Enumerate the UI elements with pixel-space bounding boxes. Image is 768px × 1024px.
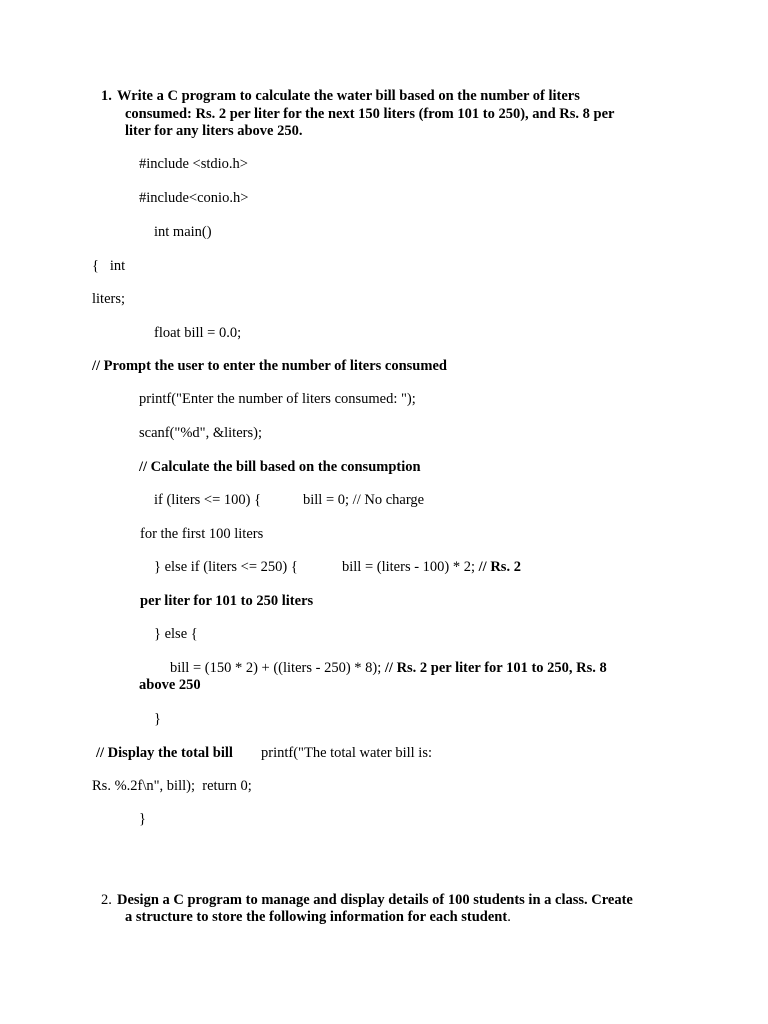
code-include-stdio: #include <stdio.h> <box>139 156 248 172</box>
code-if-condition: if (liters <= 100) { <box>154 492 262 508</box>
code-float-bill: float bill = 0.0; <box>154 325 242 341</box>
code-first-100: for the first 100 liters <box>140 526 264 542</box>
code-brace-int: { int <box>92 258 126 274</box>
question-1-text-line-1: Write a C program to calculate the water bill based on the number of liters <box>117 88 580 104</box>
question-2-period: . <box>507 909 511 925</box>
code-per-liter-101: per liter for 101 to 250 liters <box>140 593 314 609</box>
question-1-text-line-2: consumed: Rs. 2 per liter for the next 150 liters (from 101 to 250), and Rs. 8 per <box>125 106 615 122</box>
code-else-open: } else { <box>154 626 198 642</box>
code-rs-line: Rs. %.2f\n", bill); return 0; <box>92 778 252 794</box>
code-elseif-comment: // Rs. 2 <box>478 559 521 575</box>
code-comment-calc: // Calculate the bill based on the consumption <box>139 459 421 475</box>
question-2-text-line-1: Design a C program to manage and display details of 100 students in a class. Create <box>117 892 633 908</box>
code-close-brace: } <box>154 711 161 727</box>
question-1-number: 1. <box>101 88 112 104</box>
code-comment-display: // Display the total bill <box>96 745 233 761</box>
code-elseif-condition: } else if (liters <= 250) { <box>154 559 298 575</box>
code-printf-total: printf("The total water bill is: <box>261 745 433 761</box>
code-else-bill <box>170 660 607 677</box>
code-main: int main() <box>154 224 212 240</box>
code-final-brace: } <box>139 811 146 827</box>
code-scanf: scanf("%d", &liters); <box>139 425 262 441</box>
code-if-body: bill = 0; // No charge <box>303 492 425 508</box>
code-liters: liters; <box>92 291 126 307</box>
code-else-comment: // Rs. 2 per liter for 101 to 250, Rs. 8 <box>384 660 607 676</box>
code-elseif-body <box>342 559 521 576</box>
question-2-number: 2. <box>101 892 112 908</box>
question-2-text-line-2-wrap <box>125 909 511 926</box>
code-elseif-statement: bill = (liters - 100) * 2; <box>342 559 479 575</box>
code-else-statement: bill = (150 * 2) + ((liters - 250) * 8); <box>170 660 385 676</box>
code-printf-enter: printf("Enter the number of liters consumed: "); <box>139 391 416 407</box>
code-include-conio: #include<conio.h> <box>139 190 249 206</box>
question-2-text-line-2: a structure to store the following information for each student <box>125 909 508 925</box>
question-1-text-line-3: liter for any liters above 250. <box>125 123 303 139</box>
code-comment-prompt: // Prompt the user to enter the number of liters consumed <box>92 358 447 374</box>
code-above-250: above 250 <box>139 677 201 693</box>
